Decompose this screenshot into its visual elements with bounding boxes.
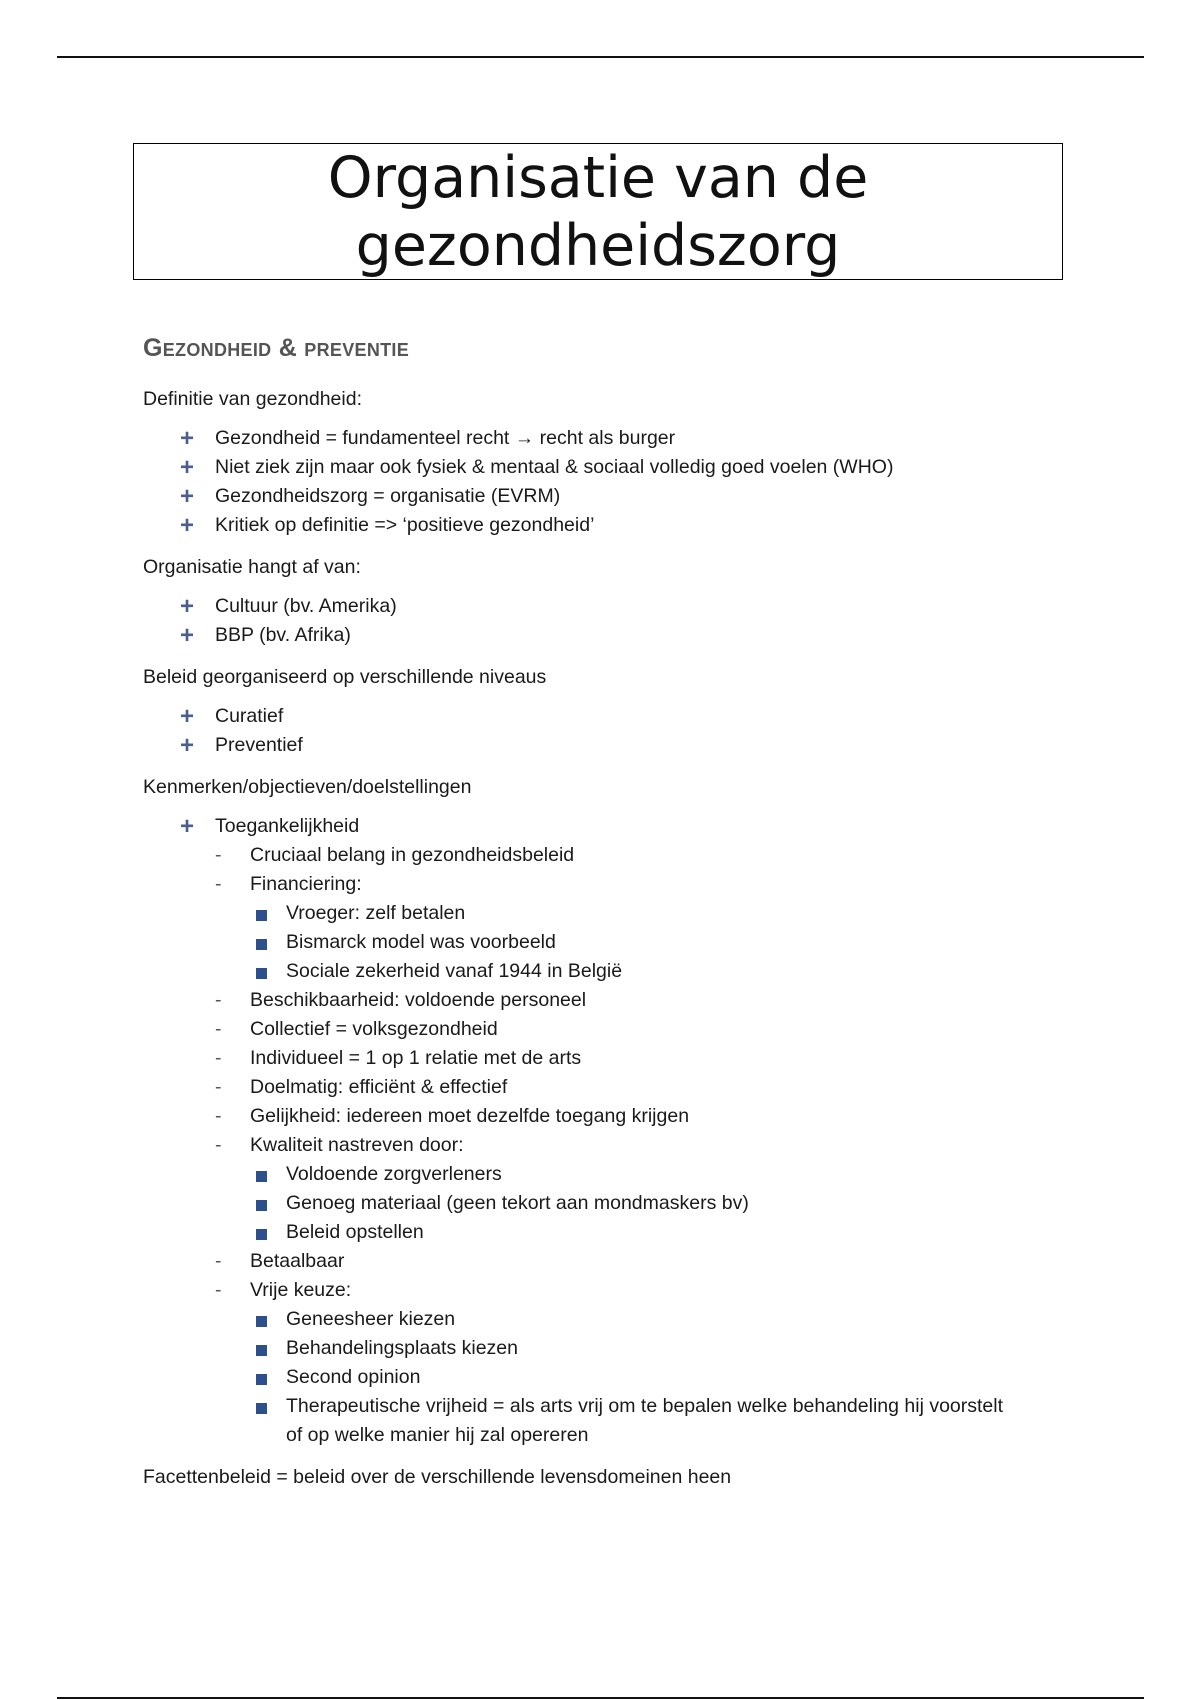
square-bullet-icon [256,1403,267,1414]
square-bullet-icon [256,939,267,950]
dash-bullet-icon: - [215,1250,222,1272]
square-bullet-icon [256,910,267,921]
sub-sub-list-item: Vroeger: zelf betalen [143,899,1143,928]
section-heading: Gezondheid & preventie [143,334,410,362]
square-bullet-icon [256,968,267,979]
dash-bullet-icon: - [215,873,222,895]
square-bullet-icon [256,1316,267,1327]
characteristics-list [143,812,1143,1450]
list-item: + Gezondheid = fundamenteel recht → recht als burger [180,425,676,452]
paragraph-facet-policy: Facettenbeleid = beleid over de verschillende levensdomeinen heen [143,1466,732,1488]
square-bullet-icon [256,1171,267,1182]
plus-bullet-icon: + [180,425,195,452]
sub-sub-list-continuation: of op welke manier hij zal opereren [286,1424,589,1446]
square-bullet-icon [256,1200,267,1211]
list-item: + Niet ziek zijn maar ook fysiek & mentaal & sociaal volledig goed voelen (WHO) [180,454,894,481]
policy-list [143,702,1143,760]
list-item: + Preventief [180,732,303,759]
list-item: + Gezondheidszorg = organisatie (EVRM) [180,483,561,510]
plus-bullet-icon: + [180,512,195,539]
sub-list-item: - Financiering: [143,870,1143,899]
dash-bullet-icon: - [215,1134,222,1156]
definition-list [143,424,1143,540]
sub-sub-list-item: Behandelingsplaats kiezen [143,1334,1143,1363]
sub-list-item: - Doelmatig: efficiënt & effectief [143,1073,1143,1102]
dash-bullet-icon: - [215,1279,222,1301]
sub-list-item: - Collectief = volksgezondheid [143,1015,1143,1044]
sub-sub-list-item: Second opinion [143,1363,1143,1392]
sub-list-item: - Individueel = 1 op 1 relatie met de arts [143,1044,1143,1073]
header-rule [57,56,1144,58]
plus-bullet-icon: + [180,454,195,481]
plus-bullet-icon: + [180,732,195,759]
dash-bullet-icon: - [215,844,222,866]
plus-bullet-icon: + [180,703,195,730]
sub-sub-list-item: Therapeutische vrijheid = als arts vrij om te bepalen welke behandeling hij voorstelt [143,1392,1143,1421]
dash-bullet-icon: - [215,989,222,1011]
footer-rule [57,1697,1144,1699]
sub-list-item: - Kwaliteit nastreven door: [143,1131,1143,1160]
dash-bullet-icon: - [215,1018,222,1040]
organisation-list [143,592,1143,650]
document-title [133,143,1063,280]
title-line-1: Organisatie van de [327,145,869,211]
sub-list-item: - Cruciaal belang in gezondheidsbeleid [143,841,1143,870]
plus-bullet-icon: + [180,593,195,620]
list-item: + Kritiek op definitie => ‘positieve gezondheid’ [180,512,595,539]
dash-bullet-icon: - [215,1047,222,1069]
paragraph-organisation: Organisatie hangt af van: [143,556,361,578]
sub-sub-list-item: Beleid opstellen [143,1218,1143,1247]
list-item: + Toegankelijkheid [180,813,360,840]
sub-sub-list-item: Voldoende zorgverleners [143,1160,1143,1189]
sub-list-item: - Gelijkheid: iedereen moet dezelfde toegang krijgen [143,1102,1143,1131]
paragraph-characteristics: Kenmerken/objectieven/doelstellingen [143,776,472,798]
square-bullet-icon [256,1229,267,1240]
paragraph-definition: Definitie van gezondheid: [143,388,362,410]
sub-sub-list-item: Genoeg materiaal (geen tekort aan mondmaskers bv) [143,1189,1143,1218]
plus-bullet-icon: + [180,813,195,840]
dash-bullet-icon: - [215,1105,222,1127]
list-item: + BBP (bv. Afrika) [180,622,351,649]
sub-list-item: - Vrije keuze: [143,1276,1143,1305]
sub-sub-list-item: Sociale zekerheid vanaf 1944 in België [143,957,1143,986]
list-item: + Curatief [180,703,284,730]
sub-sub-list-item: Geneesheer kiezen [143,1305,1143,1334]
square-bullet-icon [256,1345,267,1356]
dash-bullet-icon: - [215,1076,222,1098]
title-line-2: gezondheidszorg [355,213,841,279]
plus-bullet-icon: + [180,622,195,649]
sub-list-item: - Beschikbaarheid: voldoende personeel [143,986,1143,1015]
sub-list-item: - Betaalbaar [143,1247,1143,1276]
square-bullet-icon [256,1374,267,1385]
plus-bullet-icon: + [180,483,195,510]
paragraph-policy-levels: Beleid georganiseerd op verschillende niveaus [143,666,547,688]
document-body [143,380,1143,1496]
sub-sub-list-item: Bismarck model was voorbeeld [143,928,1143,957]
list-item: + Cultuur (bv. Amerika) [180,593,397,620]
